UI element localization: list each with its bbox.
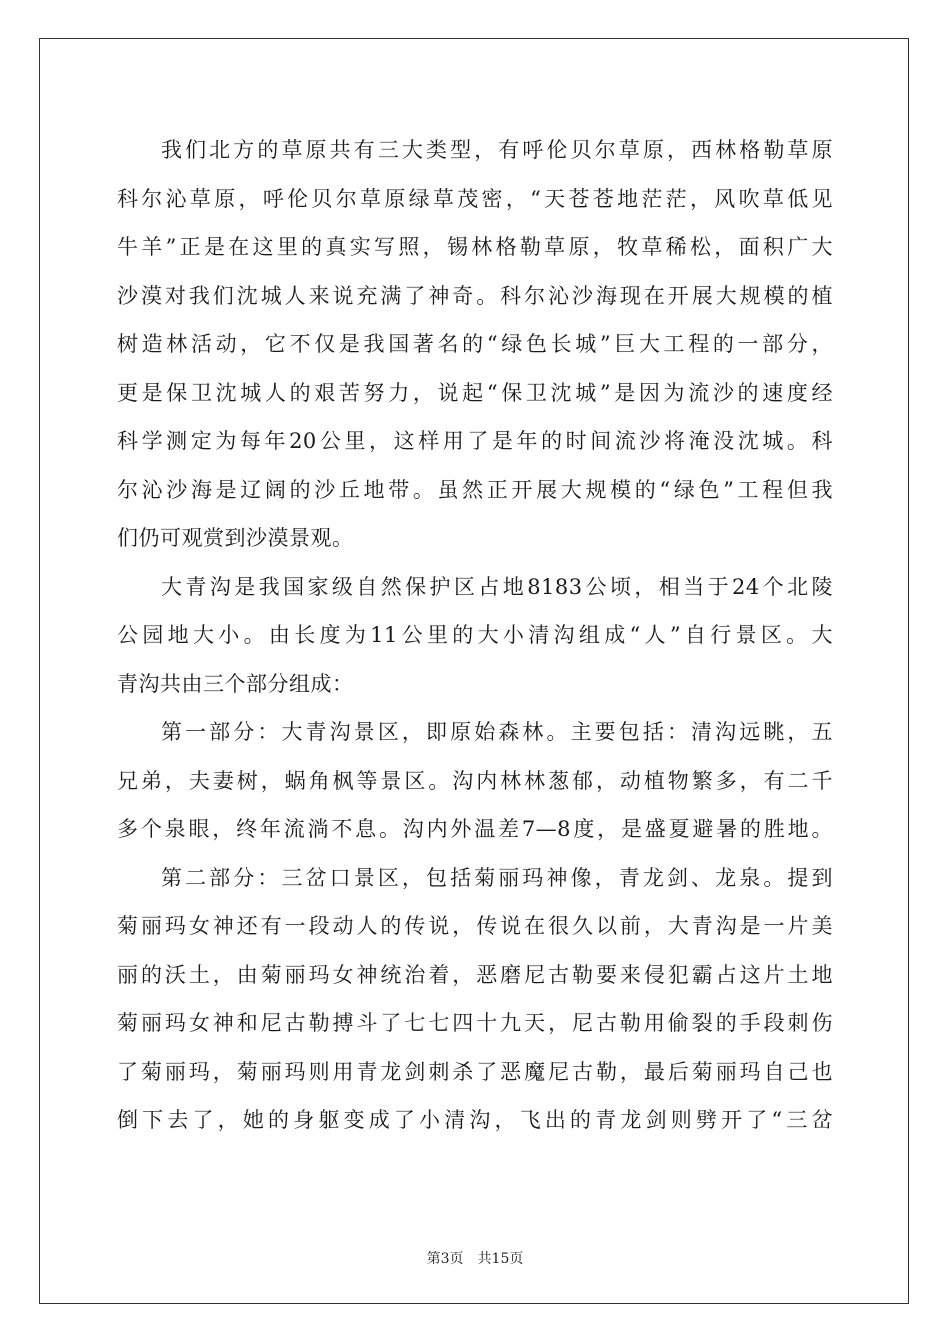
paragraph-2	[117, 563, 833, 709]
text-line: 菊丽玛女神和尼古勒搏斗了七七四十九天，尼古勒用偷裂的手段刺伤	[117, 1011, 833, 1035]
text-line: 第二部分：三岔口景区，包括菊丽玛神像，青龙剑、龙泉。提到	[161, 865, 833, 890]
text-line: 树造林活动，它不仅是我国著名的“绿色长城”巨大工程的一部分，	[117, 332, 833, 356]
text-line: 青沟共由三个部分组成：	[117, 671, 354, 696]
page-number: 第3页 共15页	[426, 1251, 524, 1267]
text-line: 丽的沃土，由菊丽玛女神统治着，恶磨尼古勒要来侵犯霸占这片土地	[117, 962, 833, 987]
text-line: 我们北方的草原共有三大类型，有呼伦贝尔草原，西林格勒草原	[161, 138, 833, 162]
text-line: 尔沁沙海是辽阔的沙丘地带。虽然正开展大规模的“绿色”工程但我	[117, 477, 833, 502]
document-body	[117, 126, 833, 1145]
paragraph-3	[117, 708, 833, 854]
text-line: 第一部分：大青沟景区，即原始森林。主要包括：清沟远眺，五	[161, 720, 833, 744]
text-line: 牛羊”正是在这里的真实写照，锡林格勒草原，牧草稀松，面积广大	[117, 235, 833, 259]
text-line: 兄弟，夫妻树，蜗角枫等景区。沟内林林葱郁，动植物繁多，有二千	[117, 768, 833, 793]
text-line: 公园地大小。由长度为11公里的大小清沟组成“人”自行景区。大	[117, 623, 833, 647]
text-line: 菊丽玛女神还有一段动人的传说，传说在很久以前，大青沟是一片美	[117, 914, 833, 938]
text-line: 沙漠对我们沈城人来说充满了神奇。科尔沁沙海现在开展大规模的植	[117, 283, 833, 308]
text-line: 了菊丽玛，菊丽玛则用青龙剑刺杀了恶魔尼古勒，最后菊丽玛自己也	[117, 1059, 833, 1084]
text-line: 科尔沁草原，呼伦贝尔草原绿草茂密，“天苍苍地茫茫，风吹草低见	[117, 186, 833, 211]
text-line: 更是保卫沈城人的艰苦努力，说起“保卫沈城”是因为流沙的速度经	[117, 380, 833, 405]
text-line: 多个泉眼，终年流淌不息。沟内外温差7—8度，是盛夏避暑的胜地。	[117, 817, 833, 841]
paragraph-4	[117, 854, 833, 1145]
text-line: 科学测定为每年20公里，这样用了是年的时间流沙将淹没沈城。科	[117, 429, 833, 453]
text-line: 们仍可观赏到沙漠景观。	[117, 526, 354, 550]
text-line: 大青沟是我国家级自然保护区占地8183公顷，相当于24个北陵	[161, 574, 833, 599]
text-line: 倒下去了，她的身躯变成了小清沟，飞出的青龙剑则劈开了“三岔	[117, 1108, 833, 1132]
paragraph-1	[117, 126, 833, 563]
